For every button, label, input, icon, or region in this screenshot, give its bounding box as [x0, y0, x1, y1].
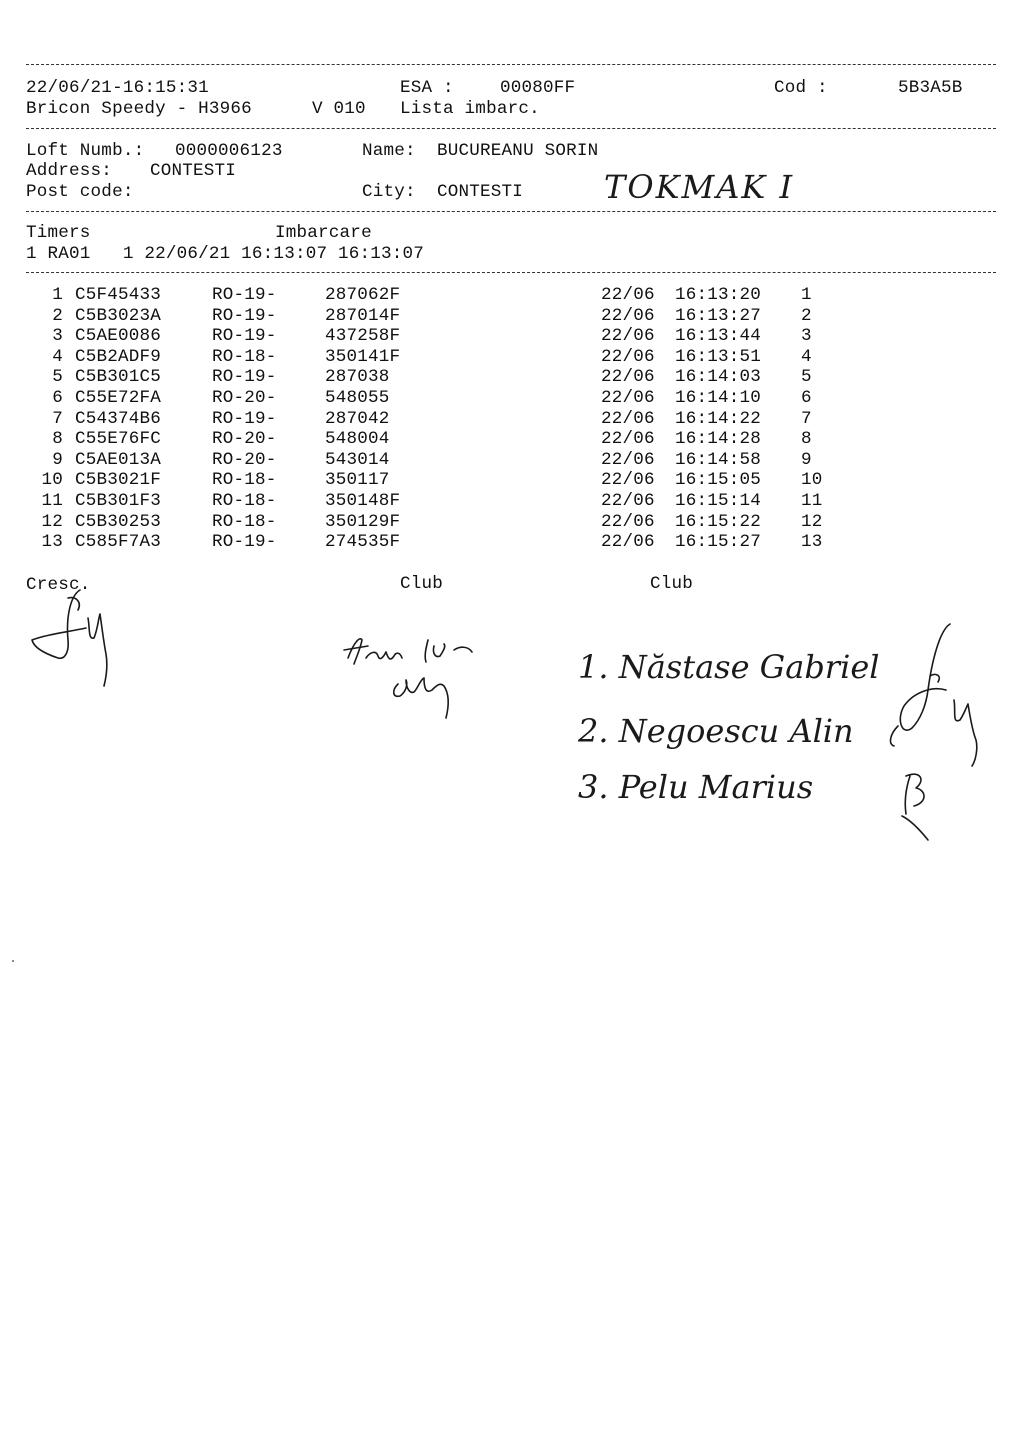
dashed-rule: [26, 64, 996, 65]
chip-id: C54374B6: [75, 408, 162, 429]
list-title: Lista imbarc.: [400, 99, 540, 119]
timers-label: Timers: [26, 223, 91, 243]
arrival-time: 16:14:03: [675, 367, 762, 388]
ring-prefix: RO-18-: [212, 470, 277, 491]
ring-prefix: RO-20-: [212, 449, 277, 470]
ring-prefix: RO-18-: [212, 491, 277, 511]
arrival-time: 16:13:27: [675, 305, 762, 326]
arrival-date: 22/06: [601, 429, 655, 450]
arrival-time: 16:15:14: [675, 491, 762, 511]
bird-row: [0, 388, 1024, 409]
ring-prefix: RO-19-: [212, 326, 277, 347]
ring-prefix: RO-20-: [212, 429, 277, 450]
bird-row: [0, 409, 1024, 430]
row-number: 5: [52, 367, 63, 388]
chip-id: C55E76FC: [75, 429, 162, 450]
ring-prefix: RO-19-: [212, 305, 277, 326]
row-number: 4: [52, 346, 63, 367]
bird-row: [0, 512, 1024, 533]
dashed-rule: [26, 128, 996, 129]
arrival-order: 8: [801, 429, 812, 450]
arrival-time: 16:14:22: [675, 408, 762, 429]
ring-number: 543014: [325, 449, 390, 470]
bird-row: [0, 326, 1024, 347]
ring-prefix: RO-18-: [212, 511, 277, 532]
chip-id: C5F45433: [75, 285, 162, 305]
device-version: V 010: [312, 99, 366, 119]
arrival-order: 10: [801, 470, 823, 491]
club-signature-1: [340, 628, 480, 728]
chip-id: C5B30253: [75, 511, 162, 532]
name-label: Name:: [362, 141, 416, 161]
bird-row: [0, 367, 1024, 388]
ring-number: 287062F: [325, 285, 401, 305]
bird-row: [0, 532, 1024, 553]
bird-row: [0, 306, 1024, 327]
arrival-date: 22/06: [601, 367, 655, 388]
arrival-date: 22/06: [601, 511, 655, 532]
loft-label: Loft Numb.:: [26, 141, 145, 161]
arrival-time: 16:13:51: [675, 346, 762, 367]
chip-id: C5AE013A: [75, 449, 162, 470]
chip-id: C5AE0086: [75, 326, 162, 347]
bird-row: [0, 450, 1024, 471]
bird-row: [0, 285, 1024, 306]
arrival-order: 11: [801, 491, 823, 511]
arrival-order: 3: [801, 326, 812, 347]
ring-prefix: RO-20-: [212, 388, 277, 408]
ring-prefix: RO-19-: [212, 367, 277, 388]
esa-value: 00080FF: [500, 78, 576, 98]
ring-number: 548004: [325, 429, 390, 450]
row-number: 12: [41, 511, 63, 532]
row-number: 8: [52, 429, 63, 450]
row-number: 3: [52, 326, 63, 347]
arrival-date: 22/06: [601, 326, 655, 347]
cresc-label: Cresc.: [26, 575, 91, 595]
arrival-order: 2: [801, 305, 812, 326]
row-number: 13: [41, 532, 63, 553]
ring-prefix: RO-18-: [212, 346, 277, 367]
arrival-time: 16:15:27: [675, 532, 762, 553]
bird-row: [0, 491, 1024, 512]
arrival-date: 22/06: [601, 449, 655, 470]
device-name: Bricon Speedy - H3966: [26, 99, 252, 119]
arrival-date: 22/06: [601, 408, 655, 429]
dashed-rule: [26, 272, 996, 273]
club-member-2: 2. Negoescu Alin: [578, 712, 854, 750]
club-label-2: Club: [650, 574, 694, 594]
ring-number: 350129F: [325, 511, 401, 532]
chip-id: C5B3021F: [75, 470, 162, 491]
print-datetime: 22/06/21-16:15:31: [26, 78, 209, 98]
chip-id: C5B3023A: [75, 305, 162, 326]
arrival-date: 22/06: [601, 388, 655, 408]
row-number: 10: [41, 470, 63, 491]
bird-row: [0, 470, 1024, 491]
esa-label: ESA :: [400, 78, 454, 98]
address-value: CONTESTI: [150, 161, 237, 181]
cod-label: Cod :: [774, 78, 828, 98]
ring-prefix: RO-19-: [212, 408, 277, 429]
arrival-date: 22/06: [601, 346, 655, 367]
loft-number: 0000006123: [175, 141, 283, 161]
chip-id: C55E72FA: [75, 388, 162, 408]
breeder-signature: [28, 588, 128, 688]
post-code-label: Post code:: [26, 182, 134, 202]
ring-number: 274535F: [325, 532, 401, 553]
imbarcare-label: Imbarcare: [275, 223, 372, 243]
row-number: 7: [52, 408, 63, 429]
cod-value: 5B3A5B: [898, 78, 963, 98]
arrival-time: 16:14:58: [675, 449, 762, 470]
bird-row: [0, 429, 1024, 450]
arrival-time: 16:14:28: [675, 429, 762, 450]
arrival-order: 5: [801, 367, 812, 388]
arrival-time: 16:15:05: [675, 470, 762, 491]
ring-number: 287014F: [325, 305, 401, 326]
bird-row: [0, 347, 1024, 368]
arrival-order: 7: [801, 408, 812, 429]
timer-line: 1 RA01 1 22/06/21 16:13:07 16:13:07: [26, 244, 425, 264]
arrival-order: 1: [801, 285, 812, 305]
city-value: CONTESTI: [437, 182, 524, 202]
ring-number: 287042: [325, 408, 390, 429]
ring-prefix: RO-19-: [212, 285, 277, 305]
arrival-date: 22/06: [601, 470, 655, 491]
arrival-date: 22/06: [601, 285, 655, 305]
arrival-time: 16:13:20: [675, 285, 762, 305]
arrival-order: 12: [801, 511, 823, 532]
arrival-date: 22/06: [601, 532, 655, 553]
row-number: 9: [52, 449, 63, 470]
arrival-order: 4: [801, 346, 812, 367]
handwritten-note: TOKMAK I: [604, 168, 795, 206]
arrival-time: 16:13:44: [675, 326, 762, 347]
arrival-order: 13: [801, 532, 823, 553]
chip-id: C5B2ADF9: [75, 346, 162, 367]
city-label: City:: [362, 182, 416, 202]
ring-number: 437258F: [325, 326, 401, 347]
club-member-1: 1. Năstase Gabriel: [578, 648, 880, 686]
chip-id: C5B301F3: [75, 491, 162, 511]
arrival-time: 16:15:22: [675, 511, 762, 532]
dashed-rule: [26, 211, 996, 212]
ring-number: 350141F: [325, 346, 401, 367]
row-number: 11: [41, 491, 63, 511]
arrival-order: 9: [801, 449, 812, 470]
ring-number: 350148F: [325, 491, 401, 511]
owner-name: BUCUREANU SORIN: [437, 141, 599, 161]
arrival-time: 16:14:10: [675, 388, 762, 408]
row-number: 2: [52, 305, 63, 326]
club-label-1: Club: [400, 574, 444, 594]
ring-number: 287038: [325, 367, 390, 388]
ring-prefix: RO-19-: [212, 532, 277, 553]
arrival-order: 6: [801, 388, 812, 408]
ring-number: 548055: [325, 388, 390, 408]
scan-artifact: [12, 960, 14, 962]
arrival-date: 22/06: [601, 305, 655, 326]
address-label: Address:: [26, 161, 113, 181]
row-number: 1: [52, 285, 63, 305]
club-member-3: 3. Pelu Marius: [578, 768, 814, 806]
chip-id: C5B301C5: [75, 367, 162, 388]
chip-id: C585F7A3: [75, 532, 162, 553]
row-number: 6: [52, 388, 63, 408]
arrival-date: 22/06: [601, 491, 655, 511]
ring-number: 350117: [325, 470, 390, 491]
club-member-signatures: [880, 620, 990, 850]
